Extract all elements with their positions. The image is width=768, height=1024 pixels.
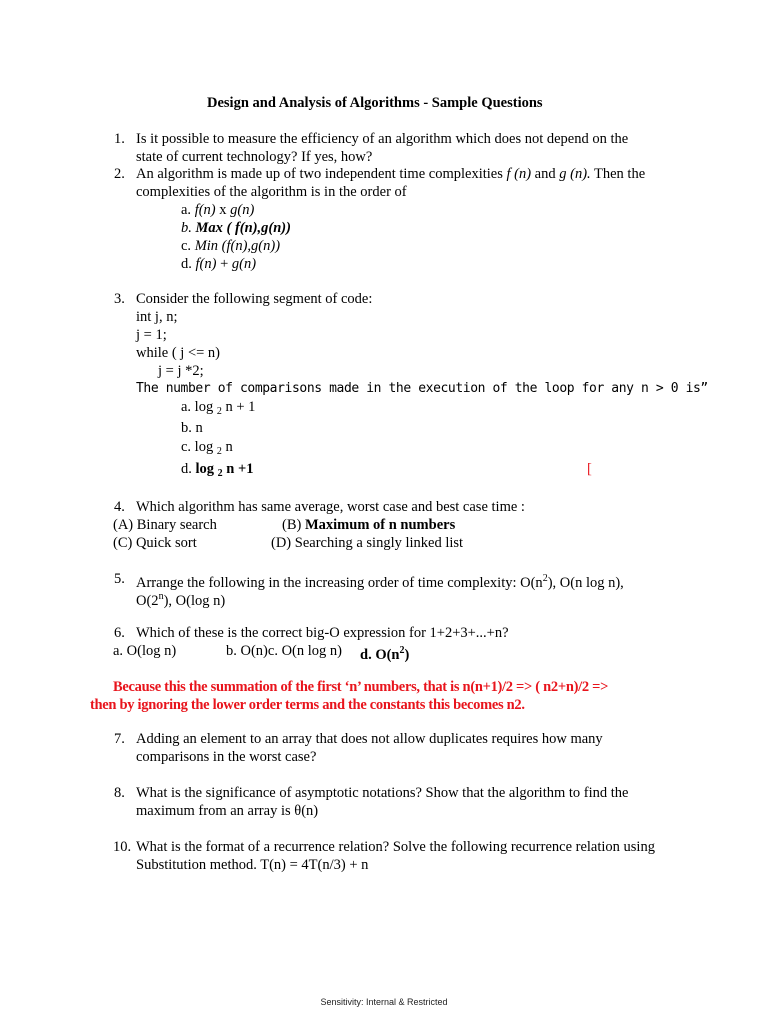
question-2-line1-text: An algorithm is made up of two independent time complexities <box>136 166 507 182</box>
q5-line2-text: O(2 <box>136 593 159 609</box>
option-a-log: a. log <box>181 399 217 415</box>
question-1-line2: state of current technology? If yes, how? <box>136 149 373 165</box>
question-7-line1: Adding an element to an array that does not allow duplicates requires how many <box>136 731 603 747</box>
question-3-line1: Consider the following segment of code: <box>136 291 373 307</box>
question-7-line2: comparisons in the worst case? <box>136 749 317 765</box>
q6-option-d-text: d. O(n <box>360 647 400 663</box>
option-c-base: 2 <box>216 446 222 457</box>
page-title: Design and Analysis of Algorithms - Sample Questions <box>207 95 543 111</box>
question-7-number: 7. <box>114 731 125 747</box>
question-3-option-c <box>181 438 233 461</box>
question-1-line1: Is it possible to measure the efficiency of an algorithm which does not depend on the <box>136 131 629 147</box>
question-4-number: 4. <box>114 499 125 515</box>
question-3-question: The number of comparisons made in the execution of the loop for any n > 0 is” <box>136 381 708 396</box>
question-6-option-a: a. O(log n) <box>113 643 177 659</box>
question-2-option-d <box>181 255 256 273</box>
option-d-rest: n +1 <box>222 461 254 477</box>
question-6-option-bc: b. O(n)c. O(n log n) <box>226 643 342 659</box>
option-d-plus: + <box>216 256 232 272</box>
question-3-option-d <box>181 460 253 483</box>
question-6-number: 6. <box>114 625 125 641</box>
code-line-1: int j, n; <box>136 309 178 325</box>
question-5-line2 <box>136 588 225 610</box>
option-c-log: c. log <box>181 439 217 455</box>
option-a-f: f(n) <box>194 202 216 218</box>
option-d-prefix: d. <box>181 256 196 272</box>
question-2-g-of-n: g (n). <box>559 166 591 182</box>
option-d-base: 2 <box>217 468 223 479</box>
question-4-line1: Which algorithm has same average, worst case and best case time : <box>136 499 525 515</box>
question-3-option-a <box>181 398 255 421</box>
q6-option-d-end: ) <box>404 647 410 663</box>
question-10-number: 10. <box>113 839 132 855</box>
question-3-number: 3. <box>114 291 125 307</box>
explanation-line-1: Because this the summation of the first ‘n’ numbers, that is n(n+1)/2 => ( n2+n)/2 => <box>113 679 609 695</box>
q5-superscript-n: n <box>158 591 164 602</box>
question-2-option-a <box>181 201 254 219</box>
option-d-f: f(n) <box>195 256 217 272</box>
option-c-text: Min (f(n),g(n)) <box>194 238 281 254</box>
question-2-line1-end: Then the <box>590 166 646 182</box>
code-line-3: while ( j <= n) <box>136 345 221 361</box>
question-2-and: and <box>531 166 560 182</box>
question-8-number: 8. <box>114 785 125 801</box>
question-4-option-d: (D) Searching a singly linked list <box>271 535 464 551</box>
question-2-number: 2. <box>114 166 125 182</box>
question-6-line1: Which of these is the correct big-O expression for 1+2+3+...+n? <box>136 625 509 641</box>
question-8-line2: maximum from an array is θ(n) <box>136 803 319 819</box>
option-c-rest: n <box>221 439 233 455</box>
question-1-number: 1. <box>114 131 125 147</box>
option-b-answer: Max ( f(n),g(n)) <box>195 220 291 236</box>
option-a-times: x <box>215 202 231 218</box>
q5-superscript-2: 2 <box>542 573 548 584</box>
question-10-line1: What is the format of a recurrence relation? Solve the following recurrence relation using <box>136 839 655 855</box>
question-10-line2: Substitution method. T(n) = 4T(n/3) + n <box>136 857 369 873</box>
question-2-line2: complexities of the algorithm is in the order of <box>136 184 407 200</box>
option-b-prefix: b. <box>181 220 196 236</box>
option-b-answer: Maximum of n numbers <box>304 517 456 533</box>
question-8-line1: What is the significance of asymptotic notations? Show that the algorithm to find the <box>136 785 629 801</box>
question-6-option-d <box>360 642 409 664</box>
option-a-rest: n + 1 <box>221 399 256 415</box>
question-3-option-b: b. n <box>181 420 203 436</box>
question-5-number: 5. <box>114 571 125 587</box>
option-a-base: 2 <box>216 406 222 417</box>
option-a-prefix: a. <box>181 202 195 218</box>
q5-line1-end: ), O(n log n), <box>547 575 624 591</box>
option-c-prefix: c. <box>181 238 195 254</box>
option-d-log: log <box>195 461 218 477</box>
question-2-option-b <box>181 219 291 237</box>
question-2-f-of-n: f (n) <box>506 166 532 182</box>
question-2-line1 <box>136 165 645 183</box>
option-a-g: g(n) <box>230 202 255 218</box>
red-bracket-mark: [ <box>587 461 592 477</box>
question-4-option-b <box>282 516 455 534</box>
question-4-option-a: (A) Binary search <box>113 517 217 533</box>
q5-line1-text: Arrange the following in the increasing order of time complexity: O(n <box>136 575 543 591</box>
option-d-g: g(n) <box>231 256 257 272</box>
code-line-2: j = 1; <box>136 327 167 343</box>
explanation-line-2: then by ignoring the lower order terms and the constants this becomes n2. <box>90 697 525 713</box>
question-4-option-c: (C) Quick sort <box>113 535 197 551</box>
q6-option-d-sup: 2 <box>399 645 405 656</box>
code-line-4: j = j *2; <box>158 363 204 379</box>
sensitivity-footer: Sensitivity: Internal & Restricted <box>320 997 448 1007</box>
option-b-prefix: (B) <box>282 517 305 533</box>
option-d-prefix: d. <box>181 461 196 477</box>
question-2-option-c <box>181 237 280 255</box>
q5-line2-end: ), O(log n) <box>163 593 226 609</box>
